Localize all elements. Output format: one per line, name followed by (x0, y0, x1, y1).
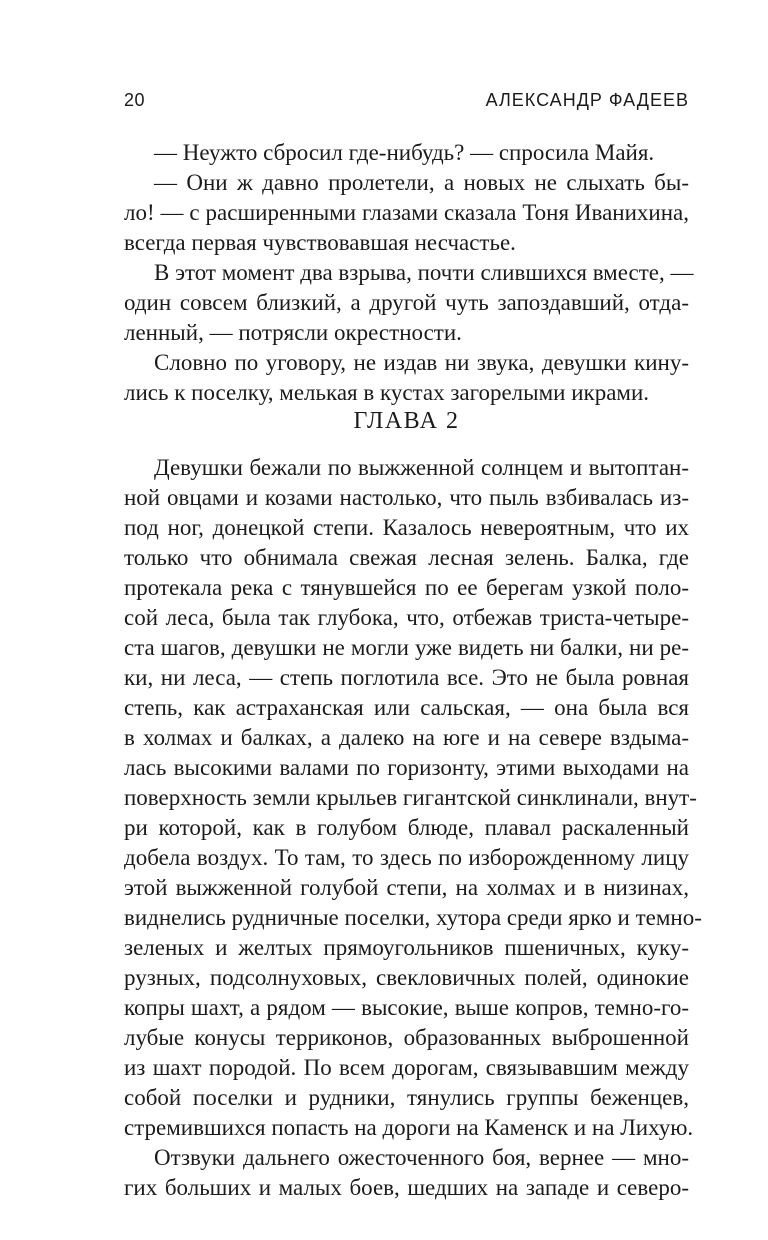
text-line: В этот момент два взрыва, почти слившихся вместе, — (154, 260, 694, 285)
text-line: из шахт породой. По всем дорогам, связывавшим между (124, 1055, 689, 1080)
text-line: Отзвуки дальнего ожесточенного боя, вернее — мно- (154, 1145, 689, 1170)
text-line: всегда первая чувствовавшая несчастье. (124, 230, 516, 255)
text-line: ленный, — потрясли окрестности. (124, 320, 462, 345)
text-line: рузных, подсолнуховых, свекловичных полей, одинокие (124, 965, 689, 990)
text-line: Девушки бежали по выжженной солнцем и вытоптан- (154, 455, 689, 480)
text-line: лась высокими валами по горизонту, этими выходами на (124, 755, 689, 780)
text-line: ри которой, как в голубом блюде, плавал раскаленный (124, 815, 689, 840)
text-line: только что обнимала свежая лесная зелень. Балка, где (124, 545, 689, 570)
text-line: — Неужто сбросил где-нибудь? — спросила Майя. (154, 140, 655, 165)
text-line: один совсем близкий, а другой чуть запоздавший, отда- (124, 290, 689, 315)
text-line: собой поселки и рудники, тянулись группы беженцев, (124, 1085, 689, 1110)
text-line: ста шагов, девушки не могли уже видеть ни балки, ни ре- (124, 635, 689, 660)
text-line: поверхность земли крыльев гигантской синклинали, внут- (124, 785, 697, 810)
page-number: 20 (124, 90, 146, 110)
text-line: этой выжженной голубой степи, на холмах и в низинах, (124, 875, 689, 900)
text-line: Словно по уговору, не издав ни звука, девушки кину- (154, 350, 689, 375)
text-line: копры шахт, а рядом — высокие, выше копров, темно-го- (124, 995, 689, 1020)
text-line: — Они ж давно пролетели, а новых не слыхать бы- (154, 170, 689, 195)
text-line: ной овцами и козами настолько, что пыль взбивалась из- (124, 485, 689, 510)
text-line: степь, как астраханская или сальская, — она была вся (124, 695, 689, 720)
text-line: стремившихся попасть на дороги на Каменск и на Лихую. (124, 1115, 694, 1140)
text-line: сой леса, была так глубока, что, отбежав триста-четыре- (124, 605, 689, 630)
chapter-title: ГЛАВА 2 (353, 408, 460, 434)
text-line: в холмах и балках, а далеко на юге и на севере вздыма- (124, 725, 689, 750)
text-line: лись к поселку, мелькая в кустах загорелыми икрами. (124, 380, 650, 405)
text-line: добела воздух. То там, то здесь по изборожденному лицу (124, 845, 689, 870)
running-head: АЛЕКСАНДР ФАДЕЕВ (485, 90, 689, 110)
text-line: протекала река с тянувшейся по ее берегам узкой поло- (124, 575, 689, 600)
text-line: под ног, донецкой степи. Казалось невероятным, что их (124, 515, 689, 540)
text-line: гих больших и малых боев, шедших на западе и северо- (124, 1175, 689, 1200)
text-line: зеленых и желтых прямоугольников пшеничных, куку- (124, 935, 689, 960)
text-line: лубые конусы терриконов, образованных выброшенной (124, 1025, 689, 1050)
text-line: ки, ни леса, — степь поглотила все. Это не была ровная (124, 665, 689, 690)
page-header (124, 88, 689, 116)
text-line: виднелись рудничные поселки, хутора среди ярко и темно- (124, 905, 702, 930)
text-line: ло! — с расширенными глазами сказала Тоня Иванихина, (124, 200, 689, 225)
